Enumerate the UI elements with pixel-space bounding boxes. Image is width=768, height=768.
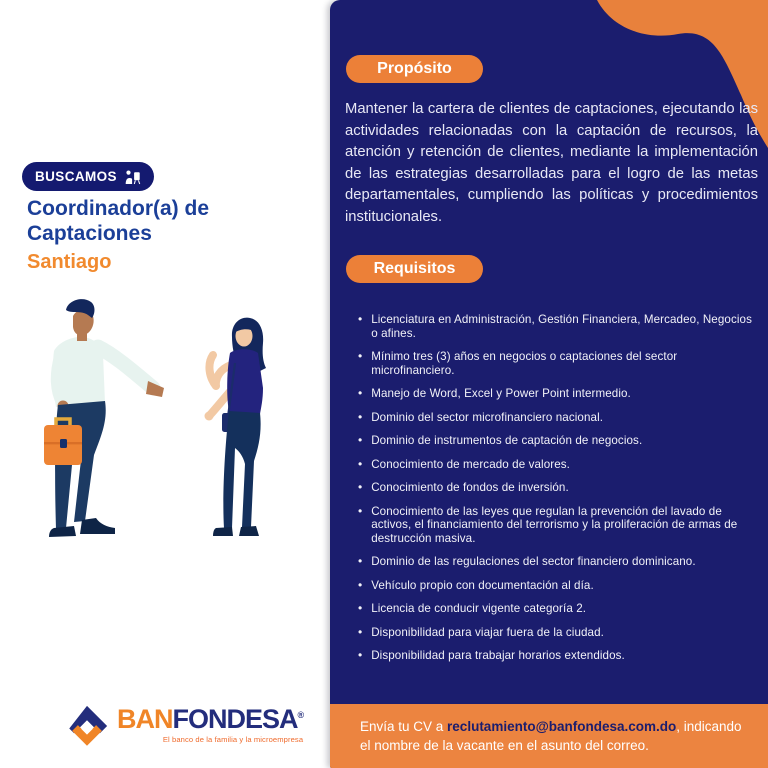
requirement-item — [358, 481, 760, 495]
job-location: Santiago — [27, 251, 112, 273]
requirement-text: Dominio de instrumentos de captación de negocios. — [371, 434, 643, 447]
requirement-text: Vehículo propio con documentación al día. — [371, 578, 594, 592]
man-figure — [44, 299, 164, 537]
bullet-icon: • — [358, 456, 363, 471]
bullet-icon: • — [358, 503, 363, 518]
right-panel — [330, 0, 768, 768]
woman-figure — [205, 318, 267, 536]
requisitos-label: Requisitos — [373, 260, 456, 277]
requirement-item — [358, 387, 760, 401]
requirement-item — [358, 555, 760, 569]
requirement-item — [358, 411, 760, 425]
two-people-illustration — [20, 295, 310, 625]
requirement-item — [358, 350, 760, 377]
requirement-item — [358, 626, 760, 640]
requirement-text: Licencia de conducir vigente categoría 2. — [371, 602, 587, 615]
requirement-text: Conocimiento de las leyes que regulan la prevención del lavado de activos, el financiamiento del terrorismo y la proliferación de armas de destrucción masiva. — [371, 504, 738, 545]
bullet-icon: • — [358, 648, 363, 662]
banfondesa-logo — [64, 700, 303, 752]
requirement-item — [358, 458, 760, 472]
footer-text-prefix: Envía tu CV a — [360, 719, 448, 734]
proposito-heading — [346, 55, 483, 83]
logo-fondesa: FONDESA — [172, 704, 298, 734]
bullet-icon: • — [358, 577, 363, 592]
bullet-icon: • — [358, 480, 363, 494]
job-title: Coordinador(a) de Captaciones — [27, 197, 209, 245]
recruitment-email: reclutamiento@banfondesa.com.do — [447, 719, 677, 734]
bullet-icon: • — [358, 601, 363, 615]
requirement-item — [358, 579, 760, 593]
cv-footer-bar — [330, 704, 768, 768]
logo-tagline: El banco de la familia y la microempresa — [162, 735, 304, 744]
bullet-icon: • — [358, 554, 363, 568]
requirement-text: Dominio del sector microfinanciero nacional. — [371, 410, 604, 424]
logo-ban: BAN — [117, 704, 173, 734]
requirement-item — [358, 434, 760, 448]
banfondesa-logo-icon — [64, 702, 110, 752]
bullet-icon: • — [358, 433, 363, 447]
requirement-text: Conocimiento de mercado de valores. — [371, 457, 570, 471]
requirement-text: Conocimiento de fondos de inversión. — [371, 481, 569, 494]
requisitos-heading — [346, 255, 483, 283]
requirement-text: Disponibilidad para trabajar horarios extendidos. — [371, 649, 625, 662]
bullet-icon: • — [358, 409, 363, 424]
requirement-text: Disponibilidad para viajar fuera de la ciudad. — [371, 625, 604, 639]
logo-wordmark — [117, 700, 303, 734]
requirement-text: Licenciatura en Administración, Gestión Financiera, Mercadeo, Negocios o afines. — [371, 313, 752, 340]
requirement-text: Manejo de Word, Excel y Power Point intermedio. — [371, 387, 631, 400]
requirement-item — [358, 602, 760, 616]
requirement-item — [358, 649, 760, 663]
footer-text-suffix: , indicando el nombre de la vacante en el asunto del correo. — [360, 719, 742, 753]
requirement-item — [358, 505, 760, 546]
requirement-text: Dominio de las regulaciones del sector financiero dominicano. — [371, 555, 696, 568]
requirements-list — [358, 313, 760, 663]
requirement-item — [358, 313, 760, 340]
bullet-icon: • — [358, 349, 363, 363]
buscamos-badge — [22, 162, 154, 191]
bullet-icon: • — [358, 312, 363, 326]
proposito-label: Propósito — [377, 60, 452, 77]
bullet-icon: • — [358, 624, 363, 639]
registered-mark: ® — [297, 710, 304, 720]
bullet-icon: • — [358, 386, 363, 400]
person-presenting-icon — [124, 169, 141, 185]
requirement-text: Mínimo tres (3) años en negocios o captaciones del sector microfinanciero. — [371, 350, 678, 377]
left-panel — [0, 0, 330, 768]
buscamos-label: BUSCAMOS — [35, 169, 117, 184]
purpose-paragraph: Mantener la cartera de clientes de captaciones, ejecutando las actividades relacionadas con la captación de recursos, la atención y retención de clientes, mediante la implementación de las estrategias desarrolladas para el logro de las metas departamentales, cumpliendo las políticas y procedimientos institucionales. — [345, 101, 758, 225]
